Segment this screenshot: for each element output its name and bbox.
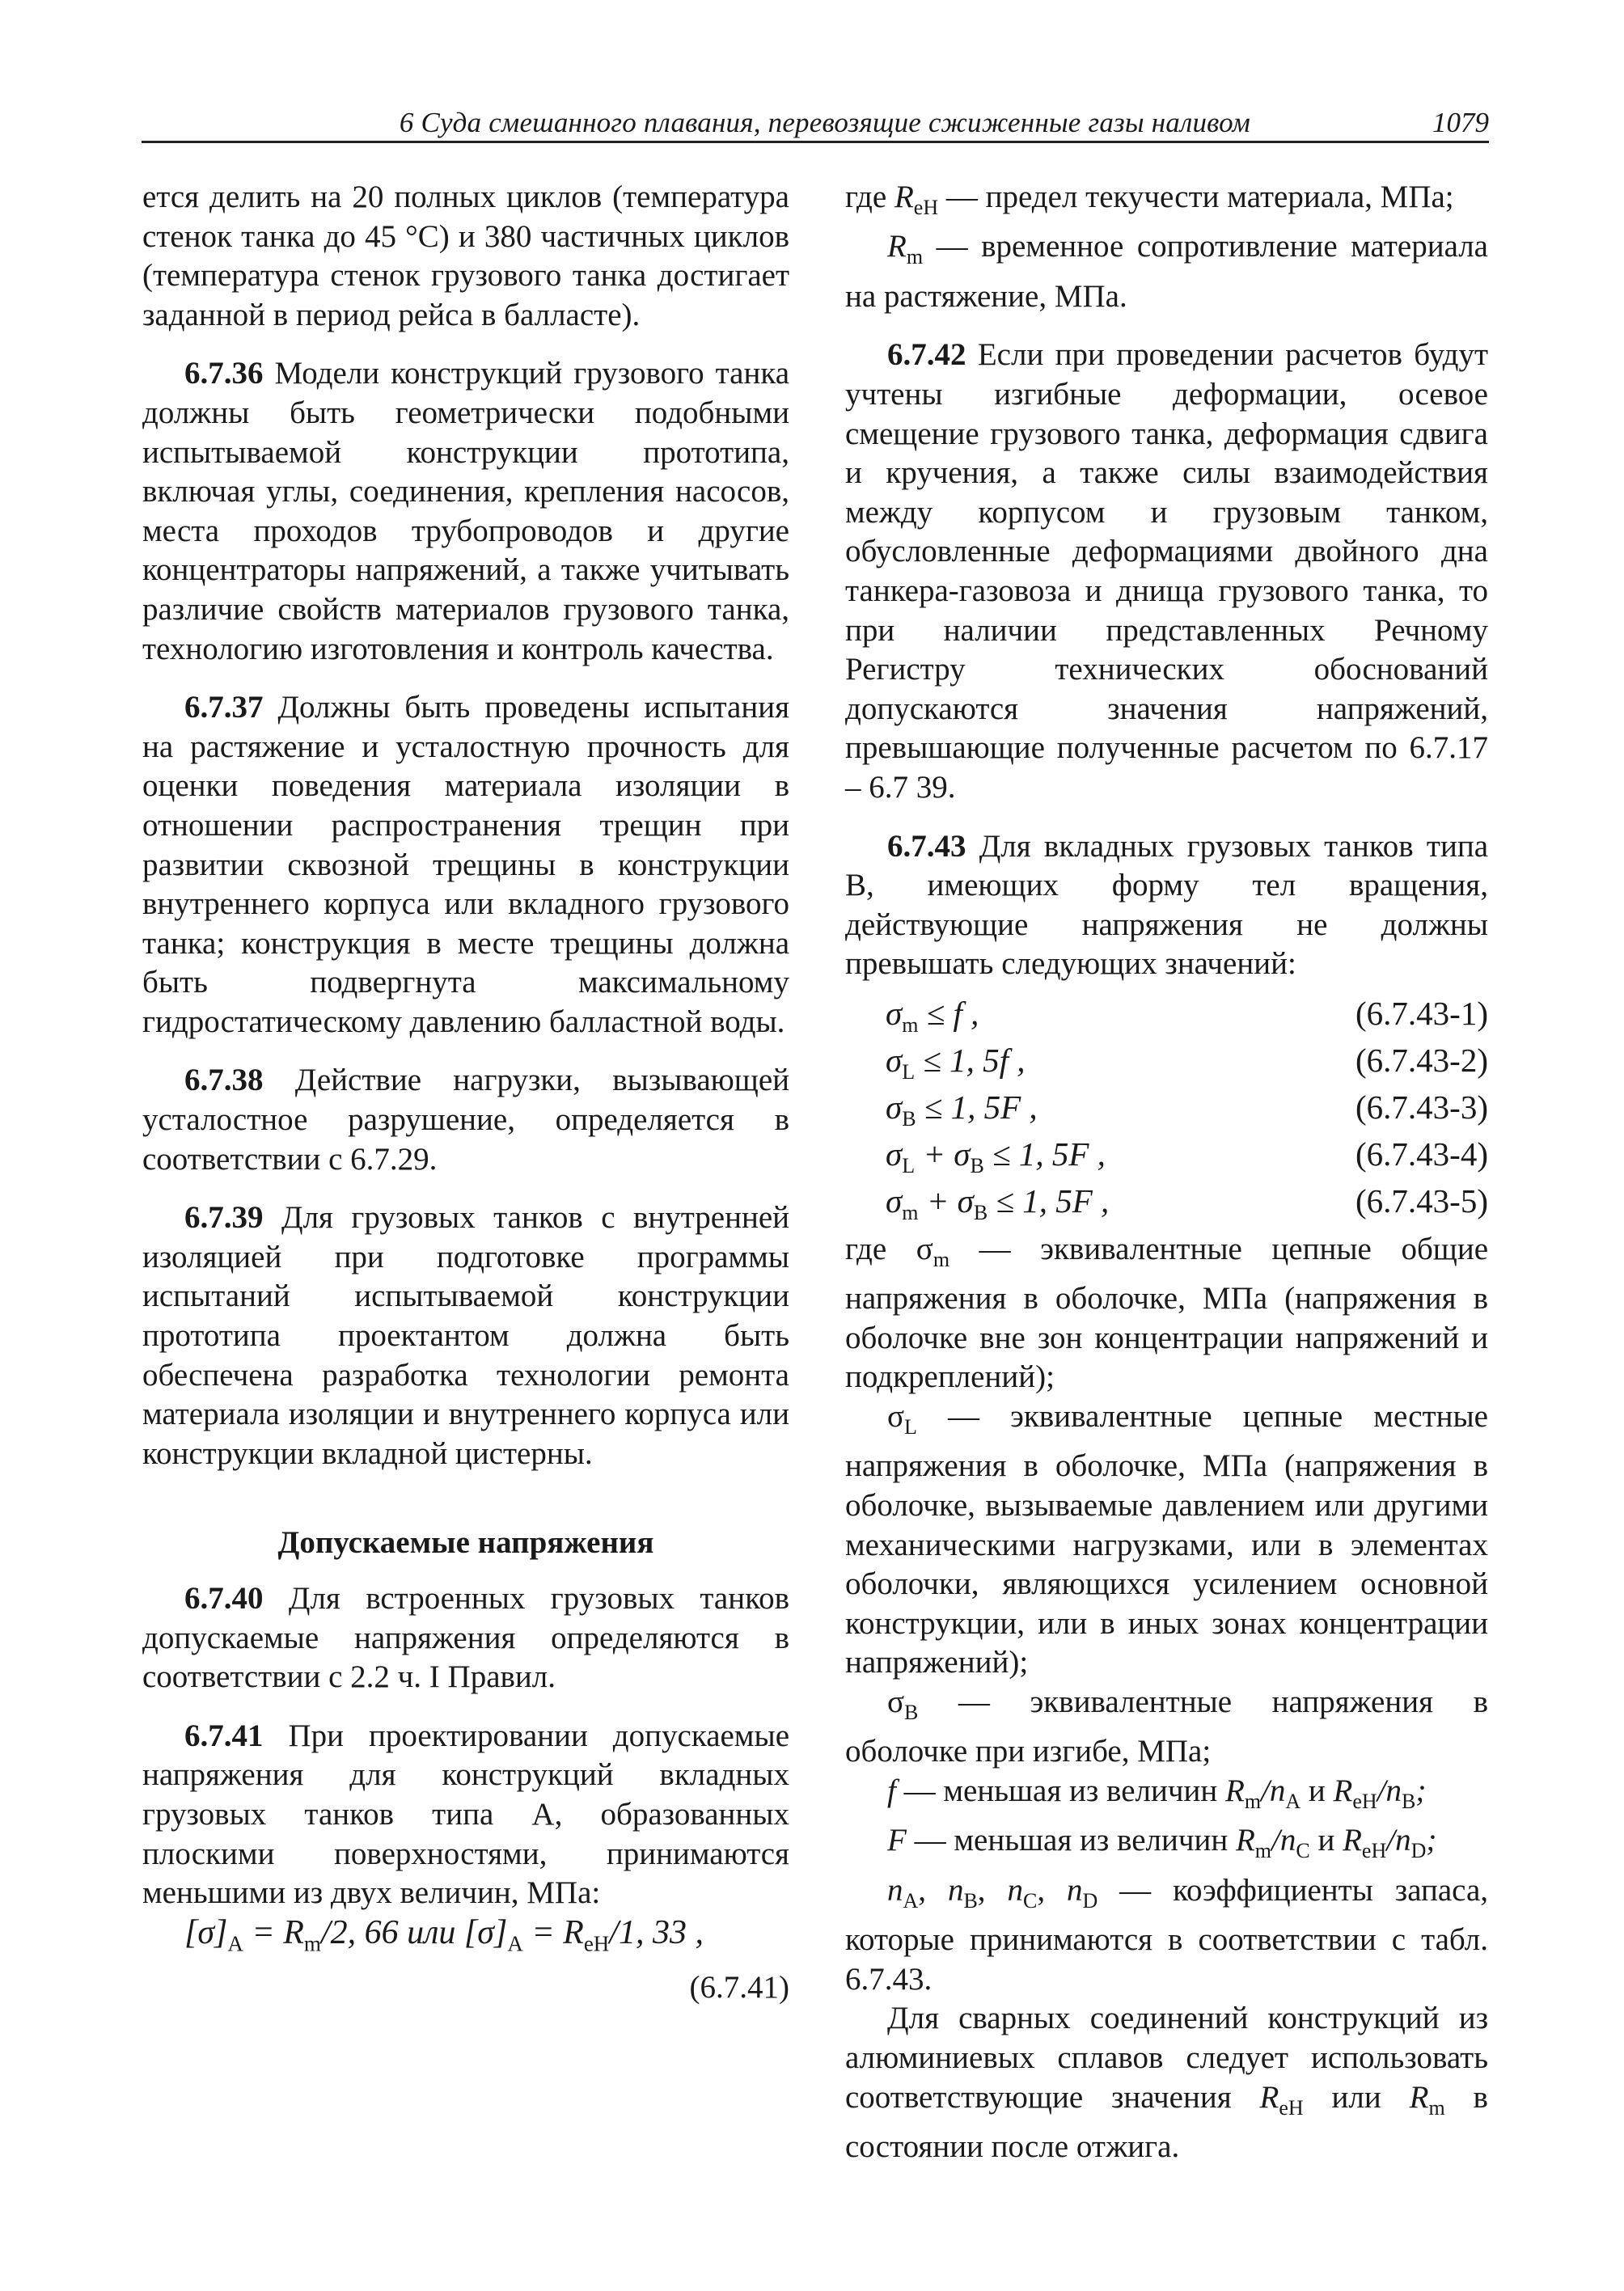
definition-reh: где $R_{eH}$ — предел текучести материала, МПа; [845, 180, 1454, 219]
clause-text: Модели конструкций грузового танка должны быть геометрически подобными испытываемой конструкции прототипа, включая углы, соединения, крепления насосов, места проходов трубопроводов и другие концентраторы напряжений, а также учитывать различие свойств материалов грузового танка, технологию изготовления и контроль качества. [142, 356, 790, 666]
definition-f: f — меньшая из величин $R_m/n_A$ и $R_{eH}/n_B$; [887, 1773, 1427, 1813]
clause-text: Для грузовых танков с внутренней изоляцией при подготовке программы испытаний испытываемой конструкции прототипа проектантом должна быть обеспечена разработка технологии ремонта материала изоляции и внутреннего корпуса или конструкции вкладной цистерны. [142, 1200, 790, 1471]
paragraph-welded-joints: Для сварных соединений конструкций из алюминиевых сплавов следует использовать соответствующие значения $R_{eH}$ или $R_m$ в состоянии после отжига. [845, 2001, 1488, 2164]
formula-number: (6.7.43-3) [1355, 1088, 1488, 1126]
clause-number: 6.7.40 [184, 1581, 264, 1616]
definition-big-f: F — меньшая из величин $R_m/n_C$ и $R_{eH}/n_D$; [887, 1823, 1437, 1863]
paragraph-6-7-39 [142, 1198, 789, 1473]
formula-number: (6.7.43-2) [1355, 1041, 1488, 1079]
formula-number: (6.7.43-4) [1355, 1135, 1488, 1173]
definition-sigma-m: где $\sigma_m$ — эквивалентные цепные общие напряжения в оболочке, МПа (напряжения в оболочке вне зон концентрации напряжений и подкреплений); [845, 1231, 1488, 1395]
formula-6-7-43-1: $\sigma_m \le f$ , (6.7.43-1) [886, 994, 1488, 1038]
clause-number: 6.7.42 [887, 337, 966, 373]
formula-number: (6.7.43-1) [1355, 994, 1488, 1032]
formula-6-7-43-5: $\sigma_m + \sigma_B \le 1$, 5F , (6.7.43-5) [886, 1181, 1488, 1225]
definition-safety-factors: $n_A$, $n_B$, $n_C$, $n_D$ — коэффициенты запаса, которые принимаются в соответствии с табл. 6.7.43. [845, 1872, 1489, 1997]
definition-rm: $R_m$ — временное сопротивление материала на растяжение, МПа. [845, 229, 1488, 314]
definition-sigma-l: $\sigma_L$ — эквивалентные цепные местные напряжения в оболочке, МПа (напряжения в оболочке, вызываемые давлением или другими механическими нагрузками, или в элементах оболочки, являющихся усилением основной конструкции, или в иных зонах концентрации напряжений); [845, 1399, 1488, 1680]
formula-6-7-43-4: $\sigma_L + \sigma_B \le 1$, 5F , (6.7.43-4) [886, 1135, 1488, 1178]
right-column [845, 178, 1488, 2167]
paragraph-6-7-38 [142, 1061, 789, 1179]
definition-sigma-b: $\sigma_B$ — эквивалентные напряжения в оболочке при изгибе, МПа; [845, 1684, 1488, 1769]
paragraph-6-7-37 [142, 688, 789, 1042]
clause-number: 6.7.36 [184, 356, 264, 391]
clause-text: Для вкладных грузовых танков типа B, имеющих форму тел вращения, действующие напряжения не должны превышать следующих значений: [845, 828, 1489, 982]
paragraph-6-7-43 [845, 827, 1488, 984]
clause-text: Действие нагрузки, вызывающей усталостное разрушение, определяется в соответствии с 6.7.29. [142, 1063, 790, 1177]
header-title: 6 Суда смешанного плавания, перевозящие сжиженные газы наливом [399, 107, 1250, 138]
clause-text: Если при проведении расчетов будут учтены изгибные деформации, осевое смещение грузового танка, деформация сдвига и кручения, а также силы взаимодействия между корпусом и грузовым танком, обусловленные деформациями двойного дна танкера-газовоза и днища грузового танка, то при наличии представленных Речному Регистру технических обоснований допускаются значения напряжений, превышающие полученные расчетом по 6.7.17 – 6.7 39. [845, 337, 1489, 805]
clause-number: 6.7.43 [887, 828, 966, 864]
formula-6-7-41: $[\sigma]_A = R_m/2$, 66 или $[\sigma]_A = R_{eH}/1$, 33 , [184, 1913, 704, 1956]
clause-number: 6.7.39 [184, 1200, 264, 1236]
formula-6-7-43-2: $\sigma_L \le 1$, 5f , (6.7.43-2) [886, 1041, 1488, 1084]
formula-6-7-43-3: $\sigma_B \le 1$, 5F , (6.7.43-3) [886, 1088, 1488, 1131]
section-heading: Допускаемые напряжения [277, 1525, 654, 1561]
clause-number: 6.7.41 [184, 1718, 264, 1753]
clause-number: 6.7.38 [184, 1063, 264, 1098]
paragraph-6-7-36 [142, 354, 789, 669]
formula-number: (6.7.43-5) [1355, 1181, 1488, 1219]
clause-text: Для встроенных грузовых танков допускаемые напряжения определяются в соответствии с 2.2 ч. I Правил. [142, 1581, 789, 1695]
left-column [142, 178, 789, 2007]
formula-number: (6.7.41) [689, 1969, 789, 2005]
clause-number: 6.7.37 [184, 690, 264, 725]
clause-text: Должны быть проведены испытания на растяжение и усталостную прочность для оценки поведения материала изоляции в отношении распространения трещин при развитии сквозной трещины в конструкции внутреннего корпуса или вкладного грузового танка; конструкция в месте трещины должна быть подвергнута максимальному гидростатическому давлению балластной воды. [142, 690, 790, 1039]
clause-text: При проектировании допускаемые напряжения для конструкций вкладных грузовых танков типа A, образованных плоскими поверхностями, принимаются меньшими из двух величин, МПа: [142, 1718, 790, 1911]
page-number: 1079 [1432, 107, 1489, 138]
paragraph-6-7-42 [845, 336, 1488, 807]
paragraph-continued: ется делить на 20 полных циклов (температура стенок танка до 45 °С) и 380 частичных циклов (температура стенок грузового танка достигает заданной в период рейса в балласте). [142, 180, 789, 332]
running-header [142, 99, 1489, 143]
paragraph-6-7-40 [142, 1579, 789, 1697]
paragraph-6-7-41 [142, 1717, 789, 1913]
